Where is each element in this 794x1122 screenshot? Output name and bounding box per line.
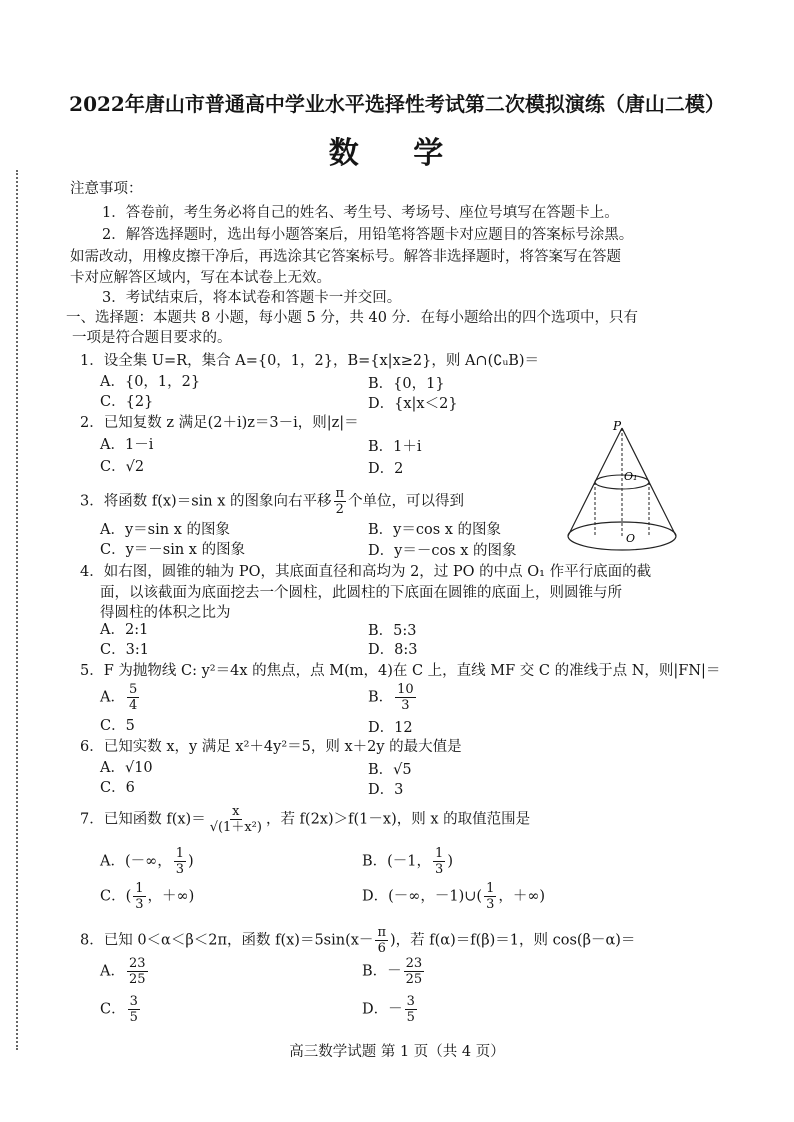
question-3-option-d: D．y＝－cos x 的图象 [368, 543, 517, 559]
fraction-1-over-3 [133, 881, 145, 912]
fraction-numerator: π [335, 486, 345, 501]
question-3-stem-post: 个单位，可以得到 [348, 493, 465, 510]
question-6-option-d: D．3 [368, 782, 404, 798]
option-text: C．( [100, 888, 132, 905]
question-7-option-c [100, 881, 194, 912]
question-2-option-d: D．2 [368, 461, 404, 477]
fraction-denominator: 3 [175, 862, 184, 877]
option-text: ，＋∞) [498, 888, 546, 905]
question-7-stem-pre: 7．已知函数 f(x)＝ [80, 811, 206, 828]
notes-heading: 注意事项： [70, 181, 143, 197]
option-text: B．(－1， [362, 853, 432, 870]
question-4-line-1: 4．如右图，圆锥的轴为 PO，其底面直径和高均为 2，过 PO 的中点 O₁ 作平行底面的截 [80, 564, 652, 580]
fraction-numerator: 1 [175, 846, 184, 861]
fraction-numerator: 1 [486, 881, 495, 896]
question-8-option-a [100, 956, 150, 987]
question-4-option-b: B．5:3 [368, 623, 417, 639]
option-text: ，＋∞) [147, 888, 195, 905]
question-5-option-c: C．5 [100, 718, 135, 734]
fraction-23-over-25 [127, 956, 148, 987]
note-item-2-line-2: 如需改动，用橡皮擦干净后，再选涂其它答案标号。解答非选择题时，将答案写在答题 [70, 249, 621, 265]
fraction-3-over-5 [405, 994, 417, 1025]
question-4-line-2: 面，以该截面为底面挖去一个圆柱，此圆柱的下底面在圆锥的底面上，则圆锥与所 [100, 585, 622, 601]
question-3-option-c: C．y＝－sin x 的图象 [100, 542, 246, 558]
section-heading-line-2: 一项是符合题目要求的。 [72, 330, 232, 346]
fraction-1-over-3 [484, 881, 496, 912]
option-label: A． [100, 689, 125, 706]
question-4-option-d: D．8:3 [368, 642, 418, 658]
fraction-1-over-3 [433, 846, 445, 877]
note-item-3: 3．考试结束后，将本试卷和答题卡一并交回。 [102, 290, 402, 306]
note-item-2-line-3: 卡对应解答区域内，写在本试卷上无效。 [70, 270, 331, 286]
fraction-numerator: 3 [129, 994, 138, 1009]
fraction-5-over-4 [127, 682, 139, 713]
question-1-stem: 1．设全集 U=R，集合 A={0，1，2}，B={x|x≥2}，则 A∩(∁ᵤB)＝ [80, 353, 540, 369]
question-3-stem-pre: 3．将函数 f(x)＝sin x 的图象向右平移 [80, 493, 332, 510]
question-8-stem-post: )，若 f(α)＝f(β)＝1，则 cos(β－α)＝ [389, 932, 636, 949]
fraction-23-over-25 [404, 956, 425, 987]
option-label: A． [100, 963, 125, 980]
question-6-option-a: A．√10 [100, 760, 153, 776]
question-6-stem: 6．已知实数 x，y 满足 x²＋4y²＝5，则 x＋2y 的最大值是 [80, 739, 462, 755]
option-label: B． [368, 689, 394, 706]
figure-label-o: O [626, 532, 636, 545]
fraction-x-over-sqrt [208, 804, 264, 835]
question-4-option-a: A．2:1 [100, 622, 149, 638]
fraction-numerator: 23 [405, 956, 423, 971]
note-item-1: 1．答卷前，考生务必将自己的姓名、考生号、考场号、座位号填写在答题卡上。 [102, 205, 619, 221]
question-5-stem: 5．F 为抛物线 C: y²＝4x 的焦点，点 M(m，4)在 C 上，直线 MF 交 C 的准线于点 N，则|FN|＝ [80, 663, 721, 679]
question-8-option-b [362, 956, 426, 987]
option-text: ) [447, 853, 453, 870]
question-7-option-d [362, 881, 545, 912]
fraction-denominator: 25 [128, 972, 146, 987]
note-item-2-line-1: 2．解答选择题时，选出每小题答案后，用铅笔将答题卡对应题目的答案标号涂黑。 [102, 227, 634, 243]
question-1-option-b: B．{0，1} [368, 376, 445, 392]
question-5-option-a [100, 682, 141, 713]
fraction-numerator: π [377, 925, 386, 940]
fraction-denominator: 2 [335, 502, 344, 517]
question-6-option-c: C．6 [100, 780, 135, 796]
question-8-option-c [100, 994, 142, 1025]
fraction-10-over-3 [395, 682, 416, 713]
fraction-pi-over-6 [375, 925, 388, 956]
option-label: B．－ [362, 963, 402, 980]
fraction-denominator: √(1＋x²) [209, 820, 262, 835]
fraction-denominator: 3 [435, 862, 444, 877]
fraction-numerator: 1 [135, 881, 144, 896]
figure-label-p: P [613, 419, 622, 433]
fraction-denominator: 5 [129, 1010, 138, 1025]
fraction-pi-over-2 [334, 486, 347, 517]
question-4-line-3: 得圆柱的体积之比为 [100, 605, 231, 621]
option-text: A．(－∞， [100, 853, 172, 870]
question-5-option-b [368, 682, 418, 713]
fraction-numerator: 3 [406, 994, 415, 1009]
subject-title: 数 学 [328, 136, 466, 171]
question-8-option-d [362, 994, 419, 1025]
fraction-numerator: 5 [128, 682, 138, 697]
question-1-option-a: A．{0，1，2} [100, 374, 201, 390]
question-2-option-c: C．√2 [100, 459, 145, 475]
question-6-option-b: B．√5 [368, 762, 412, 778]
option-label: D．－ [362, 1001, 403, 1018]
question-7-option-a [100, 846, 194, 877]
question-7-stem-post: ，若 f(2x)＞f(1－x)，则 x 的取值范围是 [265, 811, 531, 828]
fraction-denominator: 6 [377, 941, 386, 956]
question-2-option-a: A．1－i [100, 437, 154, 453]
fraction-numerator: 1 [435, 846, 444, 861]
fraction-numerator: 23 [128, 956, 146, 971]
fraction-denominator: 5 [406, 1010, 415, 1025]
fraction-denominator: 4 [128, 698, 138, 713]
binding-dotted-line [16, 170, 18, 1050]
question-3-option-b: B．y＝cos x 的图象 [368, 522, 502, 538]
question-3-option-a: A．y＝sin x 的图象 [100, 522, 230, 538]
question-3-stem [80, 486, 464, 517]
exam-title: 2022年唐山市普通高中学业水平选择性考试第二次模拟演练（唐山二模） [69, 92, 725, 116]
fraction-1-over-3 [174, 846, 186, 877]
question-2-stem: 2．已知复数 z 满足(2＋i)z＝3－i，则|z|＝ [80, 415, 359, 431]
question-2-option-b: B．1＋i [368, 439, 422, 455]
question-8-stem-pre: 8．已知 0＜α＜β＜2π，函数 f(x)＝5sin(x－ [80, 932, 374, 949]
figure-label-o1: O₁ [624, 470, 638, 483]
option-text: D．(－∞，－1)∪( [362, 888, 483, 905]
question-7-stem [80, 804, 530, 835]
question-5-option-d: D．12 [368, 720, 413, 736]
fraction-denominator: 3 [401, 698, 410, 713]
question-1-option-c: C．{2} [100, 394, 154, 410]
option-label: C． [100, 1001, 126, 1018]
question-4-option-c: C．3:1 [100, 642, 149, 658]
question-7-option-b [362, 846, 453, 877]
fraction-numerator: 10 [397, 682, 414, 697]
fraction-numerator: x [232, 804, 240, 819]
page-footer: 高三数学试题 第 1 页（共 4 页） [289, 1044, 505, 1060]
fraction-denominator: 3 [135, 897, 144, 912]
option-text: ) [188, 853, 194, 870]
section-heading-line-1: 一、选择题：本题共 8 小题，每小题 5 分，共 40 分．在每小题给出的四个选项中，只有 [66, 310, 639, 326]
fraction-3-over-5 [128, 994, 140, 1025]
question-1-option-d: D．{x|x＜2} [368, 396, 458, 412]
question-8-stem [80, 925, 635, 956]
fraction-denominator: 25 [405, 972, 423, 987]
cone-figure [560, 418, 720, 558]
fraction-denominator: 3 [486, 897, 495, 912]
